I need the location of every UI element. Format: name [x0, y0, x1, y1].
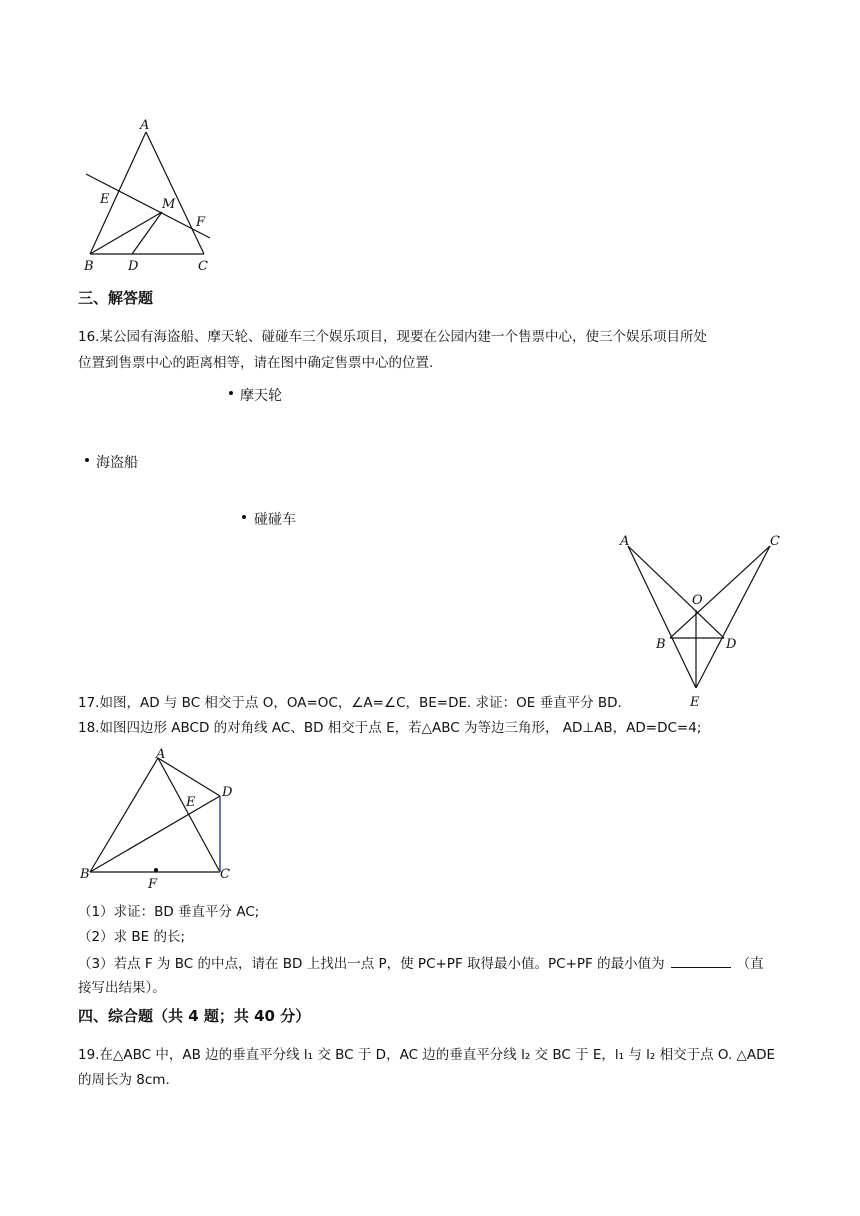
label-c: C	[220, 867, 230, 882]
segment-bm	[90, 212, 162, 254]
segment-ab	[90, 758, 158, 872]
q19-line-1: 19.在△ABC 中，AB 边的垂直平分线 l₁ 交 BC 于 D，AC 边的垂直平分线 l₂ 交 BC 于 E，l₁ 与 l₂ 相交于点 O. △ADE	[78, 1047, 776, 1063]
triangle-figure-q15	[78, 112, 218, 277]
label-m: M	[162, 197, 176, 212]
segment-ab	[90, 132, 146, 254]
label-d: D	[128, 259, 139, 274]
label-e: E	[100, 192, 110, 207]
segment-ae	[628, 546, 696, 688]
segment-ad	[628, 546, 724, 638]
answer-blank	[671, 953, 731, 968]
label-c: C	[198, 259, 208, 274]
figure-q17	[612, 528, 792, 713]
section-3-heading: 三、解答题	[78, 289, 154, 307]
pirate-ship-point	[85, 458, 89, 462]
label-o: O	[692, 593, 703, 608]
q18-sub-1: （1）求证：BD 垂直平分 AC;	[78, 904, 260, 920]
q18-sub-3	[78, 953, 764, 975]
q16-line-1: 16.某公园有海盗船、摩天轮、碰碰车三个娱乐项目，现要在公园内建一个售票中心，使三个娱乐项目所处	[78, 329, 707, 345]
label-a: A	[140, 118, 150, 133]
segment-ad	[158, 758, 220, 796]
label-d: D	[222, 785, 233, 800]
point-f	[154, 868, 158, 872]
q17-text: 17.如图，AD 与 BC 相交于点 O，OA=OC，∠A=∠C，BE=DE. 求证：OE 垂直平分 BD.	[78, 695, 622, 711]
label-e: E	[690, 695, 700, 710]
q19-line-2: 的周长为 8cm.	[78, 1072, 170, 1088]
q18-text: 18.如图四边形 ABCD 的对角线 AC、BD 相交于点 E，若△ABC 为等边三角形， AD⊥AB，AD=DC=4;	[78, 720, 702, 736]
q16-line-2: 位置到售票中心的距离相等，请在图中确定售票中心的位置.	[78, 355, 434, 371]
bumper-car-label: 碰碰车	[254, 512, 296, 528]
ferris-wheel-label: 摩天轮	[240, 388, 282, 404]
label-b: B	[656, 637, 666, 652]
label-f: F	[148, 877, 158, 892]
label-e: E	[186, 795, 196, 810]
bumper-car-point	[242, 515, 246, 519]
ferris-wheel-point	[229, 391, 233, 395]
quadrilateral-figure-q18	[78, 744, 248, 892]
segment-ac	[158, 758, 220, 872]
segment-cb	[670, 546, 770, 638]
q18-sub-3-cont: 接写出结果）。	[78, 980, 166, 996]
label-d: D	[726, 637, 737, 652]
q18-sub-3-tail: （直	[736, 956, 764, 972]
label-b: B	[80, 867, 90, 882]
label-f: F	[196, 215, 206, 230]
q18-sub-3-text: （3）若点 F 为 BC 的中点，请在 BD 上找出一点 P，使 PC+PF 取得最小值。PC+PF 的最小值为	[78, 956, 665, 972]
segment-ac	[146, 132, 204, 254]
q18-sub-2: （2）求 BE 的长;	[78, 929, 186, 945]
label-a: A	[156, 747, 166, 762]
segment-dm	[132, 212, 162, 254]
label-a: A	[620, 534, 630, 549]
segment-bd	[90, 796, 220, 872]
section-4-heading: 四、综合题（共 4 题；共 40 分）	[78, 1007, 311, 1025]
pirate-ship-label: 海盗船	[96, 455, 138, 471]
label-b: B	[84, 259, 94, 274]
segment-ce	[696, 546, 770, 688]
label-c: C	[770, 534, 780, 549]
